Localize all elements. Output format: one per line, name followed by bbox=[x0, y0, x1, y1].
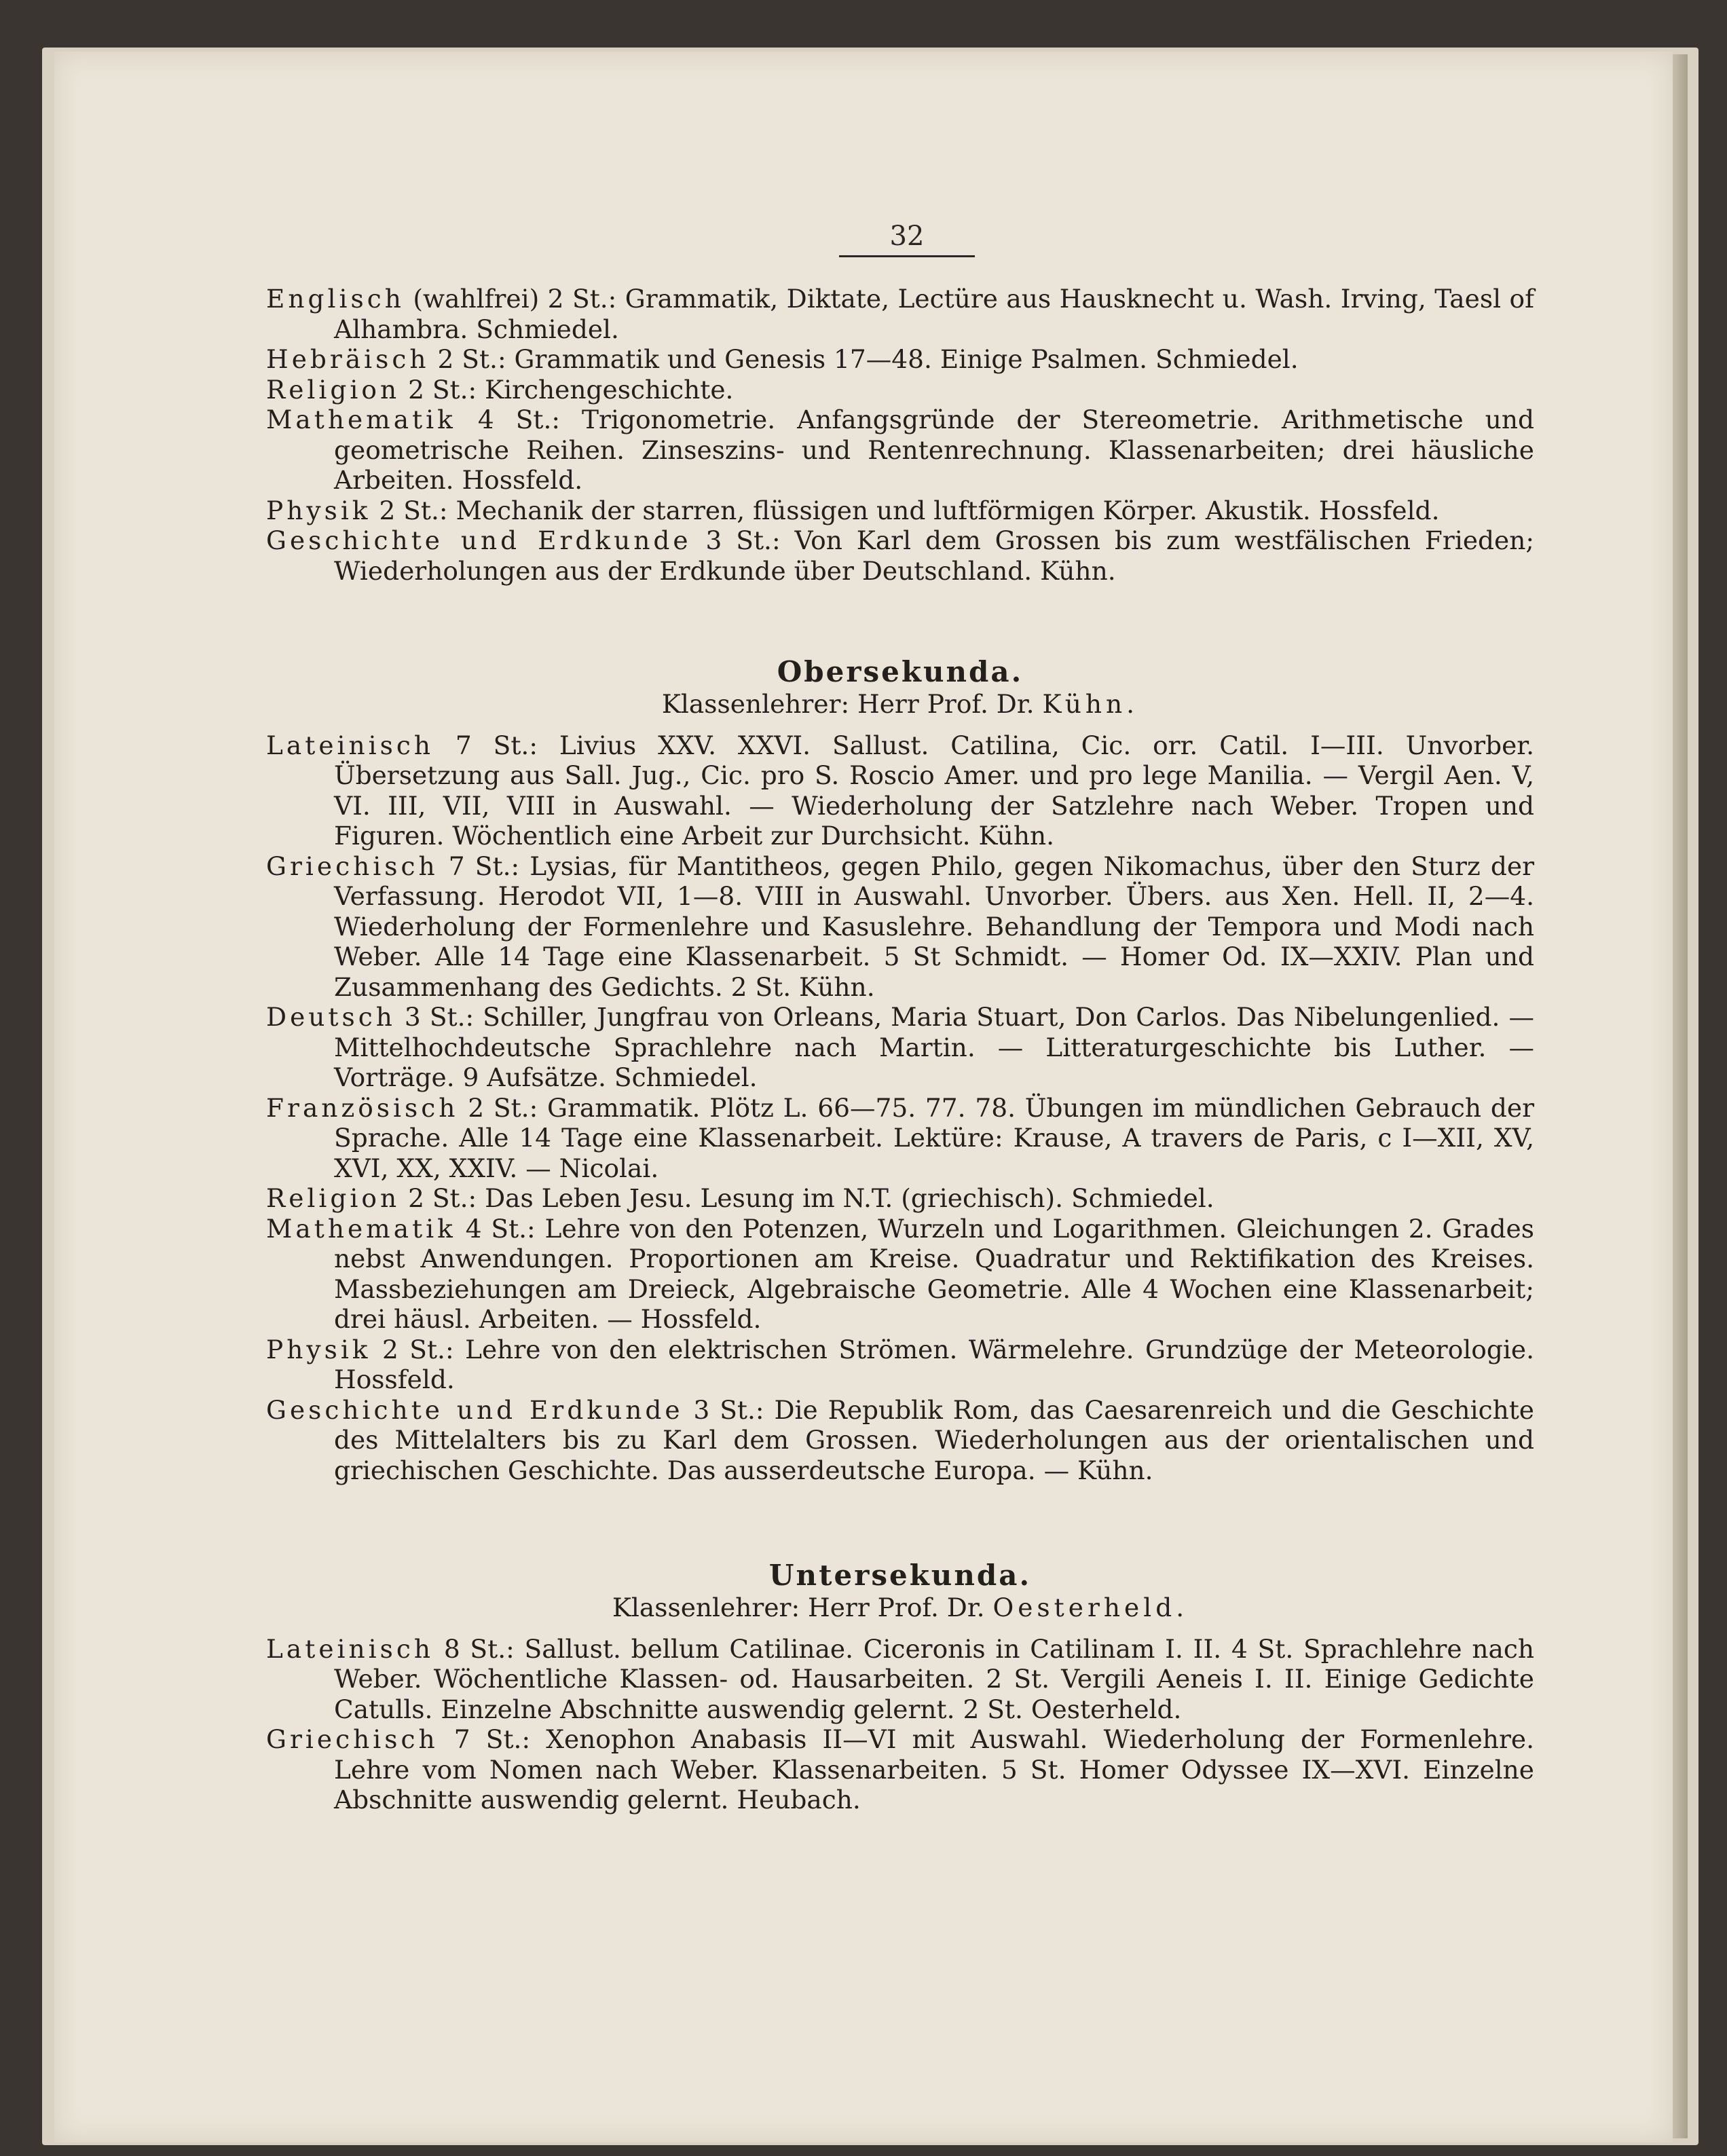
entry-text: 2 St.: Kirchengeschichte. bbox=[400, 374, 734, 405]
entry-text: 7 St.: Livius XXV. XXVI. Sallust. Catilina, Cic. orr. Catil. I—III. Unvorber. Übersetzung aus Sall. Jug., Cic. pro S. Roscio Amer. und pro lege Manilia. — Vergil Aen. V, VI. III, VII, VIII in Auswahl. — Wiederholung der Satzlehre nach Weber. Tropen und Figuren. Wöchentlich eine Arbeit zur Durchsicht. Kühn. bbox=[334, 730, 1534, 851]
subject-label: Geschichte und Erdkunde bbox=[266, 1394, 684, 1425]
subject-label: Physik bbox=[266, 1334, 371, 1364]
entry-englisch bbox=[266, 284, 1534, 344]
entry-text: 2 St.: Grammatik. Plötz L. 66—75. 77. 78. Übungen im mündlichen Gebrauch der Sprache. Alle 14 Tage eine Klassenarbeit. Lektüre: Krause, A travers de Paris, c I—XII, XV, XVI, XX, XXIV. — Nicolai. bbox=[334, 1092, 1534, 1183]
class-teacher bbox=[266, 689, 1534, 720]
entry-deutsch bbox=[266, 1002, 1534, 1093]
teacher-name: Oesterheld. bbox=[992, 1593, 1189, 1622]
page-edge bbox=[1671, 54, 1688, 2138]
entry-religion bbox=[266, 1183, 1534, 1214]
class-teacher bbox=[266, 1593, 1534, 1623]
subject-label: Griechisch bbox=[266, 851, 439, 881]
entry-geschichte bbox=[266, 525, 1534, 586]
subject-label: Mathematik bbox=[266, 405, 456, 434]
entry-mathematik bbox=[266, 1214, 1534, 1335]
entry-text: 4 St.: Trigonometrie. Anfangsgründe der Stereometrie. Arithmetische und geometrische Reihen. Zinseszins- und Rentenrechnung. Klassenarbeiten; drei häusliche Arbeiten. Hossfeld. bbox=[334, 405, 1534, 495]
subject-label: Französisch bbox=[266, 1092, 459, 1123]
entry-physik bbox=[266, 1335, 1534, 1395]
entry-lateinisch bbox=[266, 1634, 1534, 1725]
entry-text: 2 St.: Grammatik und Genesis 17—48. Einige Psalmen. Schmiedel. bbox=[429, 344, 1299, 374]
entry-hebraeisch bbox=[266, 344, 1534, 375]
teacher-prefix: Klassenlehrer: Herr Prof. Dr. bbox=[661, 689, 1043, 719]
entry-griechisch bbox=[266, 851, 1534, 1003]
teacher-name: Kühn. bbox=[1042, 689, 1139, 719]
page-number-rule bbox=[839, 255, 975, 257]
subject-label: Religion bbox=[266, 1183, 401, 1213]
entry-text: 3 St.: Von Karl dem Grossen bis zum westfälischen Frieden; Wiederholungen aus der Erdkunde über Deutschland. Kühn. bbox=[334, 525, 1534, 586]
subject-label: Geschichte und Erdkunde bbox=[266, 525, 692, 555]
entry-text: 2 St.: Das Leben Jesu. Lesung im N.T. (griechisch). Schmiedel. bbox=[400, 1183, 1214, 1213]
entry-franzoesisch bbox=[266, 1093, 1534, 1184]
entry-text: (wahlfrei) 2 St.: Grammatik, Diktate, Lectüre aus Hausknecht u. Wash. Irving, Taesl of Alhambra. Schmiedel. bbox=[334, 284, 1534, 344]
entry-geschichte bbox=[266, 1395, 1534, 1486]
subject-label: Hebräisch bbox=[266, 344, 430, 374]
subject-label: Religion bbox=[266, 374, 401, 405]
entry-text: 4 St.: Lehre von den Potenzen, Wurzeln und Logarithmen. Gleichungen 2. Grades nebst Anwendungen. Proportionen am Kreise. Quadratur und Rektifikation des Kreises. Massbeziehungen am Dreieck, Algebraische Geometrie. Alle 4 Wochen eine Klassenarbeit; drei häusl. Arbeiten. — Hossfeld. bbox=[334, 1213, 1534, 1334]
teacher-prefix: Klassenlehrer: Herr Prof. Dr. bbox=[612, 1593, 993, 1622]
section-heading: Untersekunda. bbox=[768, 1559, 1032, 1592]
page-content bbox=[266, 284, 1534, 1815]
entry-text: 7 St.: Lysias, für Mantitheos, gegen Philo, gegen Nikomachus, über den Sturz der Verfassung. Herodot VII, 1—8. VIII in Auswahl. Unvorber. Übers. aus Xen. Hell. II, 2—4. Wiederholung der Formenlehre und Kasuslehre. Behandlung der Tempora und Modi nach Weber. Alle 14 Tage eine Klassenarbeit. 5 St Schmidt. — Homer Od. IX—XXIV. Plan und Zusammenhang des Gedichts. 2 St. Kühn. bbox=[334, 851, 1534, 1002]
entry-text: 7 St.: Xenophon Anabasis II—VI mit Auswahl. Wiederholung der Formenlehre. Lehre vom Nomen nach Weber. Klassenarbeiten. 5 St. Homer Odyssee IX—XVI. Einzelne Abschnitte auswendig gelernt. Heubach. bbox=[334, 1724, 1534, 1815]
subject-label: Mathematik bbox=[266, 1213, 456, 1244]
entry-text: 2 St.: Mechanik der starren, flüssigen und luftförmigen Körper. Akustik. Hossfeld. bbox=[371, 495, 1440, 525]
entry-text: 3 St.: Die Republik Rom, das Caesarenreich und die Geschichte des Mittelalters bis zu Karl dem Grossen. Wiederholungen aus der orientalischen und griechischen Geschichte. Das ausserdeutsche Europa. — Kühn. bbox=[334, 1394, 1534, 1485]
subject-label: Englisch bbox=[266, 284, 405, 314]
entry-griechisch bbox=[266, 1724, 1534, 1815]
entry-physik bbox=[266, 496, 1534, 526]
subject-label: Lateinisch bbox=[266, 730, 434, 760]
untersekunda-section bbox=[266, 1559, 1534, 1815]
subject-label: Physik bbox=[266, 495, 371, 525]
entry-mathematik bbox=[266, 405, 1534, 496]
page-number: 32 bbox=[889, 221, 925, 252]
entry-lateinisch bbox=[266, 730, 1534, 851]
top-section bbox=[266, 284, 1534, 586]
entry-religion bbox=[266, 375, 1534, 405]
section-heading: Obersekunda. bbox=[777, 655, 1024, 688]
subject-label: Griechisch bbox=[266, 1724, 439, 1754]
entry-text: 8 St.: Sallust. bellum Catilinae. Ciceronis in Catilinam I. II. 4 St. Sprachlehre nach Weber. Wöchentliche Klassen- od. Hausarbeiten. 2 St. Vergili Aeneis I. II. Einige Gedichte Catulls. Einzelne Abschnitte auswendig gelernt. 2 St. Oesterheld. bbox=[334, 1633, 1534, 1724]
obersekunda-section bbox=[266, 655, 1534, 1485]
subject-label: Lateinisch bbox=[266, 1633, 434, 1664]
entry-text: 2 St.: Lehre von den elektrischen Strömen. Wärmelehre. Grundzüge der Meteorologie. Hossfeld. bbox=[334, 1334, 1534, 1394]
subject-label: Deutsch bbox=[266, 1002, 396, 1032]
entry-text: 3 St.: Schiller, Jungfrau von Orleans, Maria Stuart, Don Carlos. Das Nibelungenlied. — Mittelhochdeutsche Sprachlehre nach Martin. — Litteraturgeschichte bis Luther. — Vorträge. 9 Aufsätze. Schmiedel. bbox=[334, 1002, 1534, 1092]
